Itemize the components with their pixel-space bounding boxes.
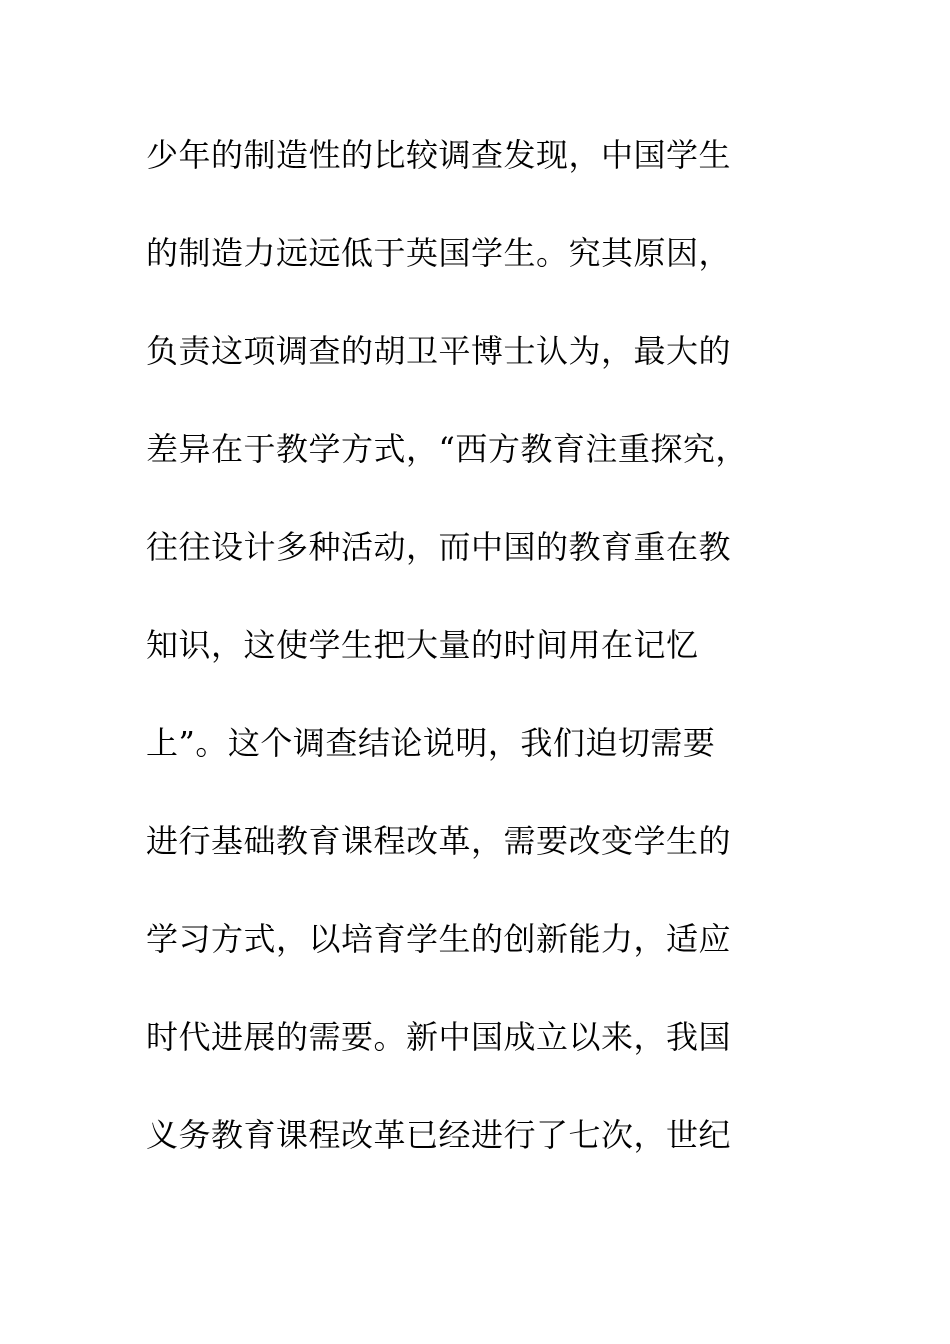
text-line-2: 的制造力远远低于英国学生。究其原因， <box>146 234 732 272</box>
text-line-1: 少年的制造性的比较调查发现，中国学生 <box>146 136 732 174</box>
text-line-6: 知识，这使学生把大量的时间用在记忆 <box>146 626 699 664</box>
body-text <box>146 125 806 1203</box>
text-line-5: 往往设计多种活动，而中国的教育重在教 <box>146 528 732 566</box>
text-line-8: 进行基础教育课程改革，需要改变学生的 <box>146 822 732 860</box>
text-line-11: 义务教育课程改革已经进行了七次，世纪 <box>146 1116 732 1154</box>
text-line-7: 上”。这个调查结论说明，我们迫切需要 <box>146 724 716 762</box>
text-line-3: 负责这项调查的胡卫平博士认为，最大的 <box>146 332 732 370</box>
text-line-4: 差异在于教学方式，“西方教育注重探究， <box>146 430 748 468</box>
text-line-9: 学习方式，以培育学生的创新能力，适应 <box>146 920 732 958</box>
text-line-10: 时代进展的需要。新中国成立以来，我国 <box>146 1018 732 1056</box>
